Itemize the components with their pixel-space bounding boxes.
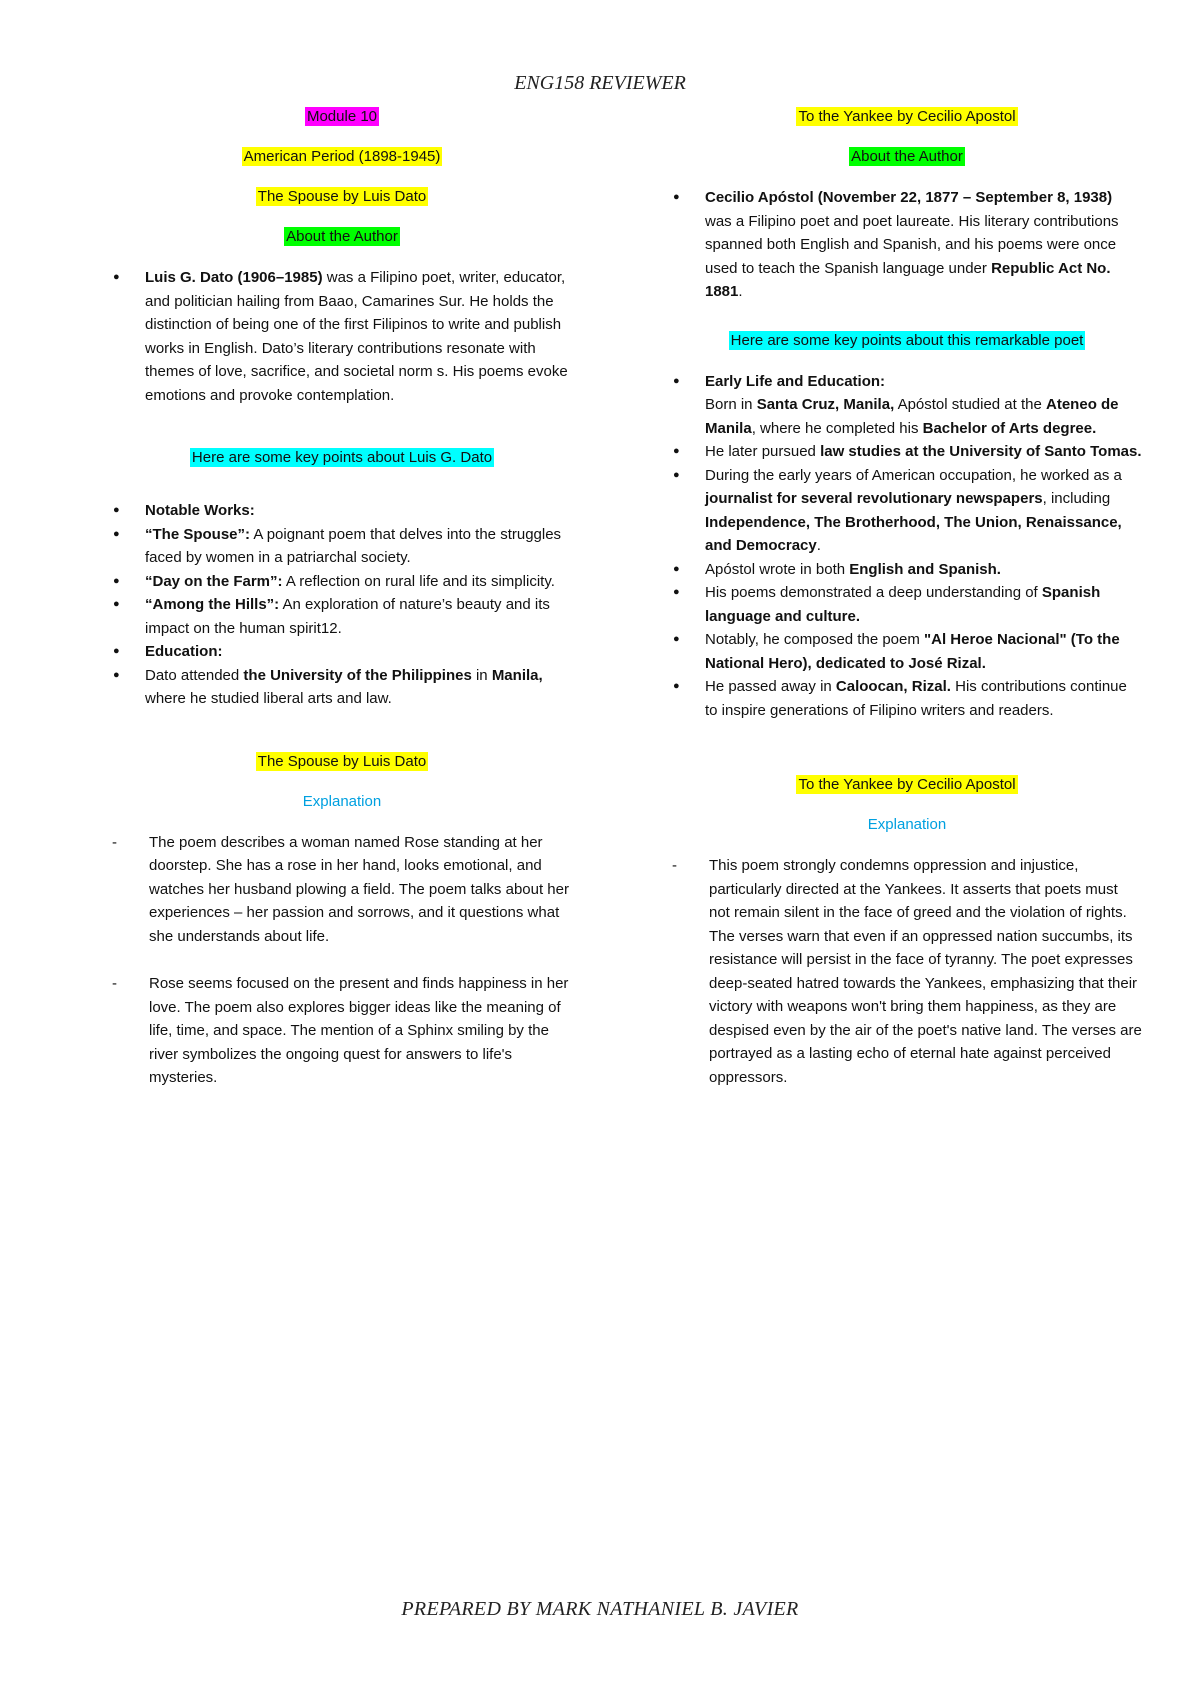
right-column [672,106,1142,1113]
key-points-heading: Here are some key points about Luis G. Dato [191,449,493,466]
left-column [112,106,572,1114]
about-author-heading: About the Author [286,228,398,245]
list-item: ● Cecilio Apóstol (November 22, 1877 – September 8, 1938) was a Filipino poet and poet laureate. His literary contributions spanned both English and Spanish, and his poems were once used to teach the Spanish language under Republic Act No. 1881. [672,186,1142,304]
author-bio-list [672,186,1142,304]
list-item: ● Apóstol wrote in both English and Spanish. [672,558,1142,582]
list-item: ● “Day on the Farm”: A reflection on rural life and its simplicity. [112,570,572,594]
list-item: ● Education: [112,640,572,664]
list-item: ● Early Life and Education: Born in Santa Cruz, Manila, Apóstol studied at the Ateneo de Manila, where he completed his Bachelor of Arts degree. [672,370,1142,441]
key-points-heading: Here are some key points about this remarkable poet [730,331,1084,349]
explanation-heading: Explanation [867,816,947,833]
list-item: - Rose seems focused on the present and finds happiness in her love. The poem also explores bigger ideas like the meaning of life, time, and space. The mention of a Sphinx smiling by the river symbolizes the ongoing quest for answers to life's mysteries. [112,972,572,1090]
list-item: ● He later pursued law studies at the University of Santo Tomas. [672,440,1142,464]
list-item: ● His poems demonstrated a deep understanding of Spanish language and culture. [672,581,1142,628]
list-item: ● He passed away in Caloocan, Rizal. His contributions continue to inspire generations of Filipino writers and readers. [672,675,1142,722]
list-item: - The poem describes a woman named Rose standing at her doorstep. She has a rose in her hand, looks emotional, and watches her husband plowing a field. The poem talks about her experiences – her passion and sorrows, and it questions what she understands about life. [112,831,572,949]
author-bio-list [112,266,572,407]
explanation-heading: Explanation [302,792,382,810]
list-item: ● “The Spouse”: A poignant poem that delves into the struggles faced by women in a patriarchal society. [112,523,572,570]
poem-title-heading: The Spouse by Luis Dato [257,188,427,205]
poem-title-heading: To the Yankee by Cecilio Apostol [798,108,1016,125]
page-title: ENG158 REVIEWER [514,72,686,94]
period-heading: American Period (1898-1945) [243,148,441,165]
explanation-title: To the Yankee by Cecilio Apostol [798,776,1016,793]
list-item: ● Luis G. Dato (1906–1985) was a Filipino poet, writer, educator, and politician hailing from Baao, Camarines Sur. He holds the distinction of being one of the first Filipinos to write and publish works in English. Dato’s literary contributions resonate with themes of love, sacrifice, and societal norm s. His poems evoke emotions and provoke contemplation. [112,266,572,407]
list-item: ● Notable Works: [112,499,572,523]
explanation-title: The Spouse by Luis Dato [257,752,427,770]
about-author-heading: About the Author [851,148,963,165]
key-points-list [672,370,1142,723]
explanation-list [672,854,1142,1089]
list-item: ● During the early years of American occupation, he worked as a journalist for several revolutionary newspapers, including Independence, The Brotherhood, The Union, Renaissance, and Democracy. [672,464,1142,558]
list-item: ● “Among the Hills”: An exploration of nature’s beauty and its impact on the human spirit12. [112,593,572,640]
footer-credit: PREPARED BY MARK NATHANIEL B. JAVIER [401,1598,799,1620]
list-item: ● Notably, he composed the poem "Al Heroe Nacional" (To the National Hero), dedicated to José Rizal. [672,628,1142,675]
list-item: ● Dato attended the University of the Philippines in Manila, where he studied liberal arts and law. [112,664,572,711]
list-item: - This poem strongly condemns oppression and injustice, particularly directed at the Yankees. It asserts that poets must not remain silent in the face of greed and the violation of rights. The verses warn that even if an oppressed nation succumbs, its resistance will persist in the face of tyranny. The poet expresses deep-seated hatred towards the Yankees, emphasizing that their victory with weapons won't bring them happiness, as they are despised even by the air of the poet's native land. The verses are portrayed as a lasting echo of eternal hate against perceived oppressors. [672,854,1142,1089]
explanation-list [112,831,572,1090]
module-heading: Module 10 [306,108,378,125]
key-points-list [112,499,572,711]
